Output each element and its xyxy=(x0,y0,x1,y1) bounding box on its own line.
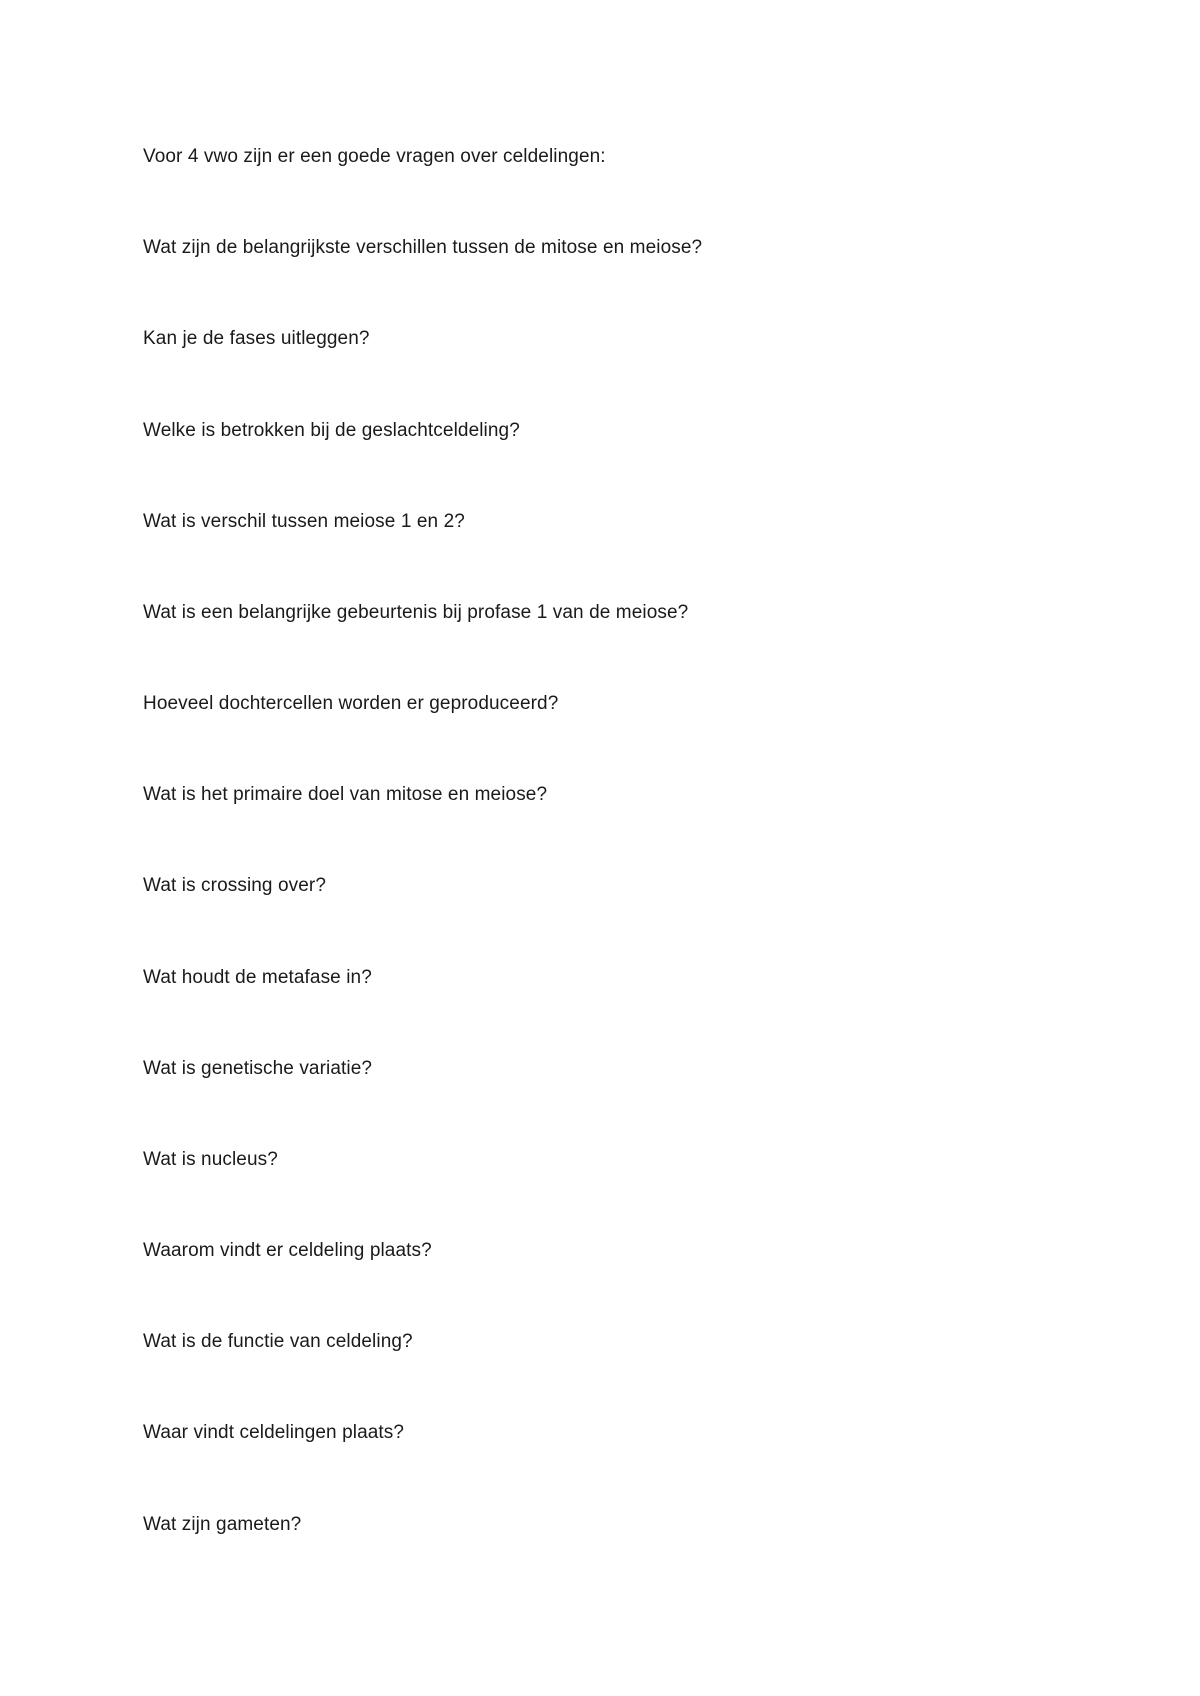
question-6: Hoeveel dochtercellen worden er geproduceerd? xyxy=(143,693,559,714)
question-1: Wat zijn de belangrijkste verschillen tussen de mitose en meiose? xyxy=(143,237,703,258)
question-4: Wat is verschil tussen meiose 1 en 2? xyxy=(143,511,465,532)
question-13: Wat is de functie van celdeling? xyxy=(143,1331,413,1352)
question-10: Wat is genetische variatie? xyxy=(143,1058,373,1079)
question-5: Wat is een belangrijke gebeurtenis bij profase 1 van de meiose? xyxy=(143,602,689,623)
question-15: Wat zijn gameten? xyxy=(143,1514,302,1535)
question-9: Wat houdt de metafase in? xyxy=(143,967,372,988)
question-14: Waar vindt celdelingen plaats? xyxy=(143,1422,405,1443)
question-3: Welke is betrokken bij de geslachtceldeling? xyxy=(143,420,520,441)
question-7: Wat is het primaire doel van mitose en meiose? xyxy=(143,784,548,805)
question-8: Wat is crossing over? xyxy=(143,875,327,896)
question-12: Waarom vindt er celdeling plaats? xyxy=(143,1240,432,1261)
question-11: Wat is nucleus? xyxy=(143,1149,278,1170)
question-2: Kan je de fases uitleggen? xyxy=(143,328,370,349)
document-intro: Voor 4 vwo zijn er een goede vragen over celdelingen: xyxy=(143,146,606,167)
